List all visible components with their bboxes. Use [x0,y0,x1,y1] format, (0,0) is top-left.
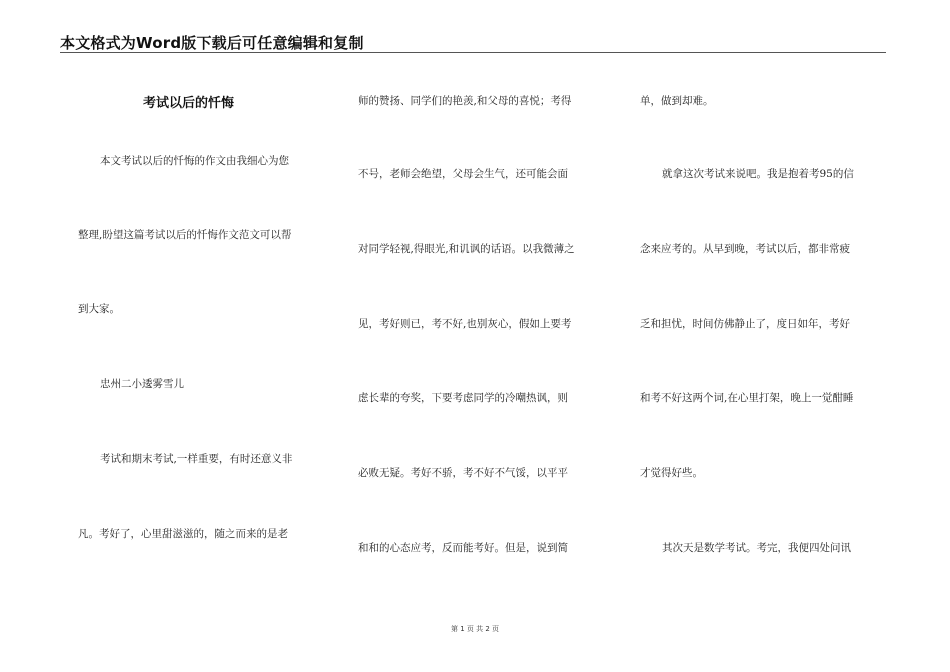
paragraph-line: 念来应考的。从早到晚，考试以后，都非常疲 [640,243,850,255]
paragraph-line: 整理,盼望这篇考试以后的忏悔作文范文可以帮 [78,229,292,241]
page-number: 第 1 页 共 2 页 [450,625,500,633]
paragraph-line: 和和的心态应考，反而能考好。但是，说到简 [358,542,568,554]
paragraph-line: 对同学轻视,得眼光,和讥讽的话语。以我微薄之 [358,243,575,255]
paragraph-line: 师的赞扬、同学们的艳羡,和父母的喜悦；考得 [358,95,572,107]
document-header: 本文格式为Word版下载后可任意编辑和复制 [60,34,364,52]
paragraph-line: 到大家。 [78,303,120,315]
paragraph-line: 就拿这次考试来说吧。我是抱着考95的信 [662,168,854,180]
header-divider [60,52,886,53]
paragraph-line: 见，考好则已，考不好,也别灰心，假如上要考 [358,318,572,330]
paragraph-line: 本文考试以后的忏悔的作文由我细心为您 [100,155,289,167]
paragraph-line: 不号，老师会绝望，父母会生气，还可能会面 [358,168,568,180]
paragraph-line: 凡。考好了，心里甜滋滋的，随之而来的是老 [78,528,288,540]
paragraph-line: 其次天是数学考试。考完，我便四处问讯 [662,542,851,554]
paragraph-line: 乏和担忧，时间仿佛静止了，度日如年，考好 [640,318,850,330]
paragraph-line: 虑长辈的夸奖，下要考虑同学的冷嘲热讽，则 [358,392,568,404]
paragraph-line: 考试和期末考试,一样重要，有时还意义非 [100,453,293,465]
document-title: 考试以后的忏悔 [143,96,235,111]
author-line: 忠州二小逶雾雪儿 [100,378,184,390]
paragraph-line: 和考不好这两个词,在心里打架，晚上一觉酣睡 [640,392,854,404]
paragraph-line: 才觉得好些。 [640,467,703,479]
paragraph-line: 必败无疑。考好不骄，考不好不气馁，以平平 [358,467,568,479]
paragraph-line: 单，做到却难。 [640,95,714,107]
